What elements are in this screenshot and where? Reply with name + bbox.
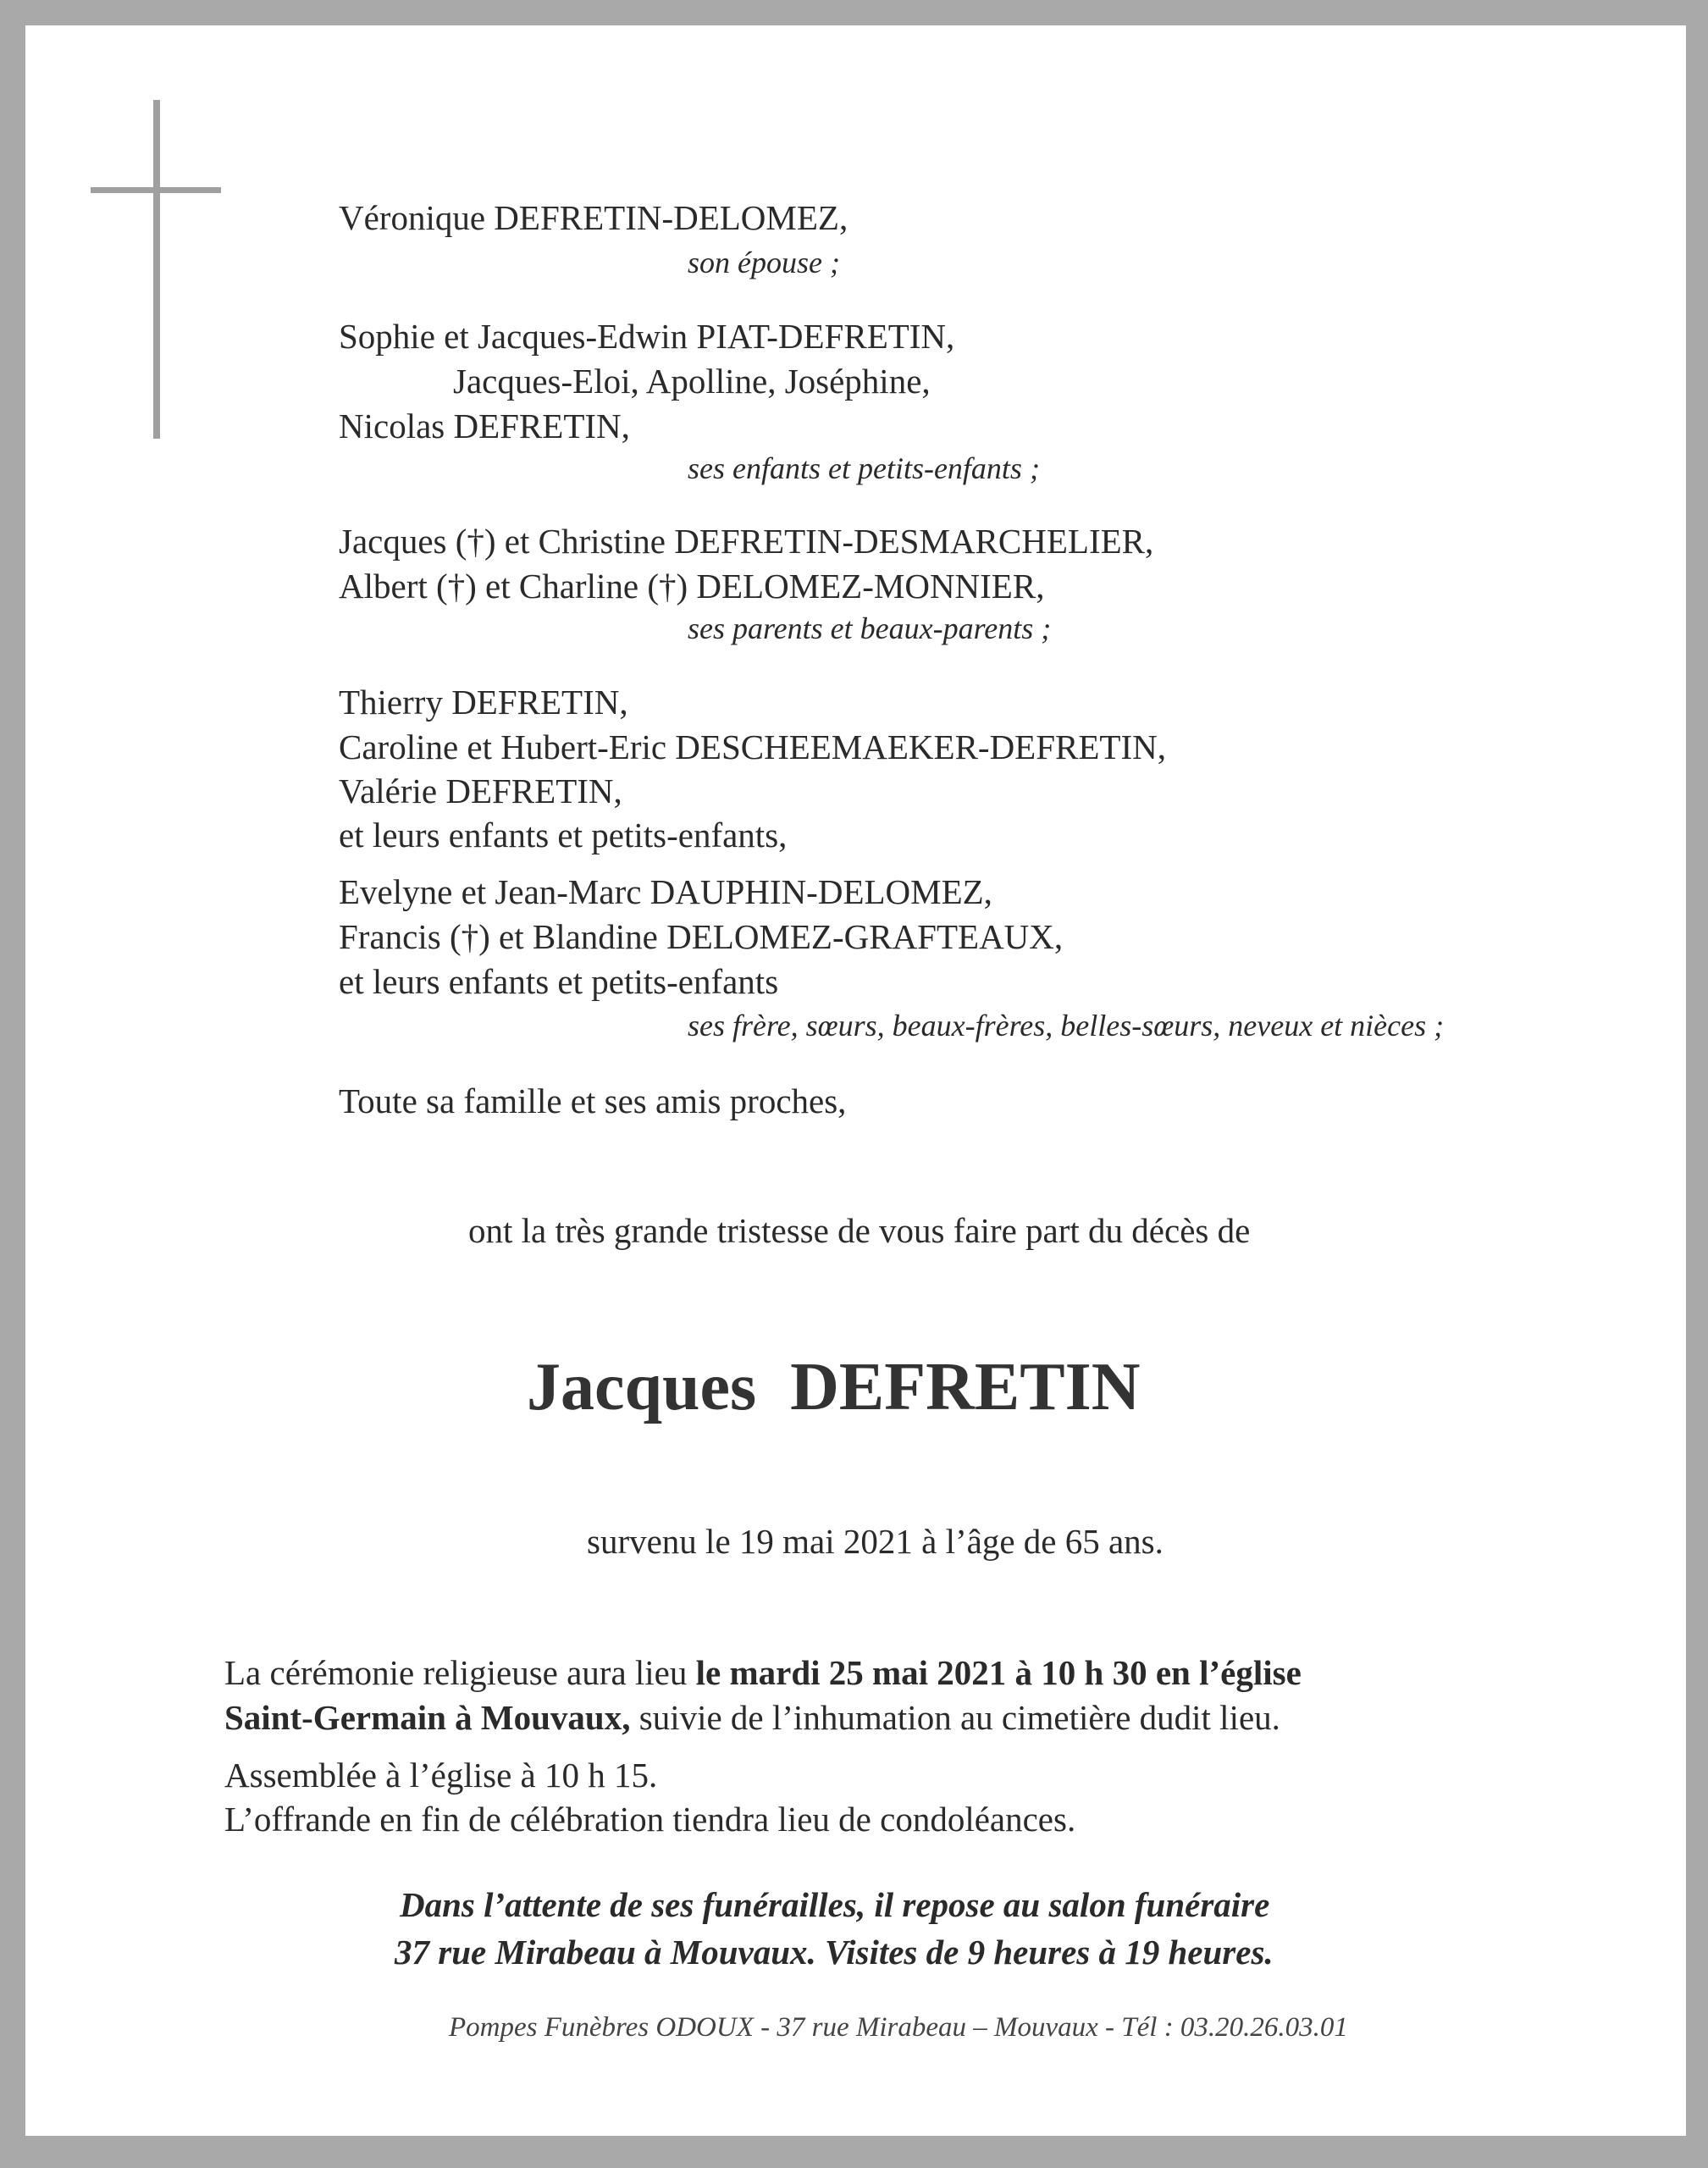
family-and-friends: Toute sa famille et ses amis proches, <box>339 1081 847 1120</box>
children-line-1: Sophie et Jacques-Edwin PIAT-DEFRETIN, <box>339 317 955 356</box>
siblings-line-3: Valérie DEFRETIN, <box>339 772 622 810</box>
announcement: ont la très grande tristesse de vous faire part du décès de <box>468 1211 1251 1250</box>
ceremony-line-2 <box>224 1698 1280 1737</box>
deceased-last-name: DEFRETIN <box>790 1350 1141 1424</box>
siblings-line-2: Caroline et Hubert-Eric DESCHEEMAEKER-DEFRETIN, <box>339 727 1166 766</box>
ceremony-date: le mardi 25 mai 2021 à 10 h 30 en l’église <box>695 1653 1302 1692</box>
inlaws-line-1: Evelyne et Jean-Marc DAUPHIN-DELOMEZ, <box>339 872 992 911</box>
death-line: survenu le 19 mai 2021 à l’âge de 65 ans. <box>587 1522 1164 1561</box>
offering-note: L’offrande en fin de célébration tiendra lieu de condoléances. <box>224 1800 1076 1839</box>
cross-icon-bar <box>91 187 221 193</box>
parents-role: ses parents et beaux-parents ; <box>688 611 1052 645</box>
spouse-role: son épouse ; <box>688 246 840 279</box>
ceremony-church: Saint-Germain à Mouvaux, <box>224 1698 631 1737</box>
deceased-first-name: Jacques <box>527 1350 757 1424</box>
cross-icon <box>153 100 160 439</box>
spouse-name: Véronique DEFRETIN-DELOMEZ, <box>339 198 848 237</box>
ceremony-line-1 <box>224 1653 1302 1692</box>
assembly-time: Assemblée à l’église à 10 h 15. <box>224 1756 658 1795</box>
children-role: ses enfants et petits-enfants ; <box>688 451 1040 485</box>
parents-line-2: Albert (†) et Charline (†) DELOMEZ-MONNIER, <box>339 567 1045 606</box>
siblings-line-4: et leurs enfants et petits-enfants, <box>339 816 788 854</box>
inlaws-line-3: et leurs enfants et petits-enfants <box>339 962 779 1001</box>
ceremony-intro: La cérémonie religieuse aura lieu <box>224 1653 696 1692</box>
children-line-3: Nicolas DEFRETIN, <box>339 406 630 445</box>
children-line-2: Jacques-Eloi, Apolline, Joséphine, <box>453 362 931 401</box>
repose-line-1: Dans l’attente de ses funérailles, il repose au salon funéraire <box>400 1885 1270 1924</box>
funeral-home-footer: Pompes Funèbres ODOUX - 37 rue Mirabeau – Mouvaux - Tél : 03.20.26.03.01 <box>449 2012 1348 2043</box>
inlaws-line-2: Francis (†) et Blandine DELOMEZ-GRAFTEAUX, <box>339 917 1064 956</box>
siblings-role: ses frère, sœurs, beaux-frères, belles-sœurs, neveux et nièces ; <box>688 1009 1445 1043</box>
repose-line-2: 37 rue Mirabeau à Mouvaux. Visites de 9 heures à 19 heures. <box>395 1933 1274 1972</box>
ceremony-burial: suivie de l’inhumation au cimetière dudit lieu. <box>630 1698 1280 1737</box>
parents-line-1: Jacques (†) et Christine DEFRETIN-DESMARCHELIER, <box>339 522 1154 561</box>
siblings-line-1: Thierry DEFRETIN, <box>339 683 628 722</box>
deceased-name <box>527 1350 1141 1424</box>
